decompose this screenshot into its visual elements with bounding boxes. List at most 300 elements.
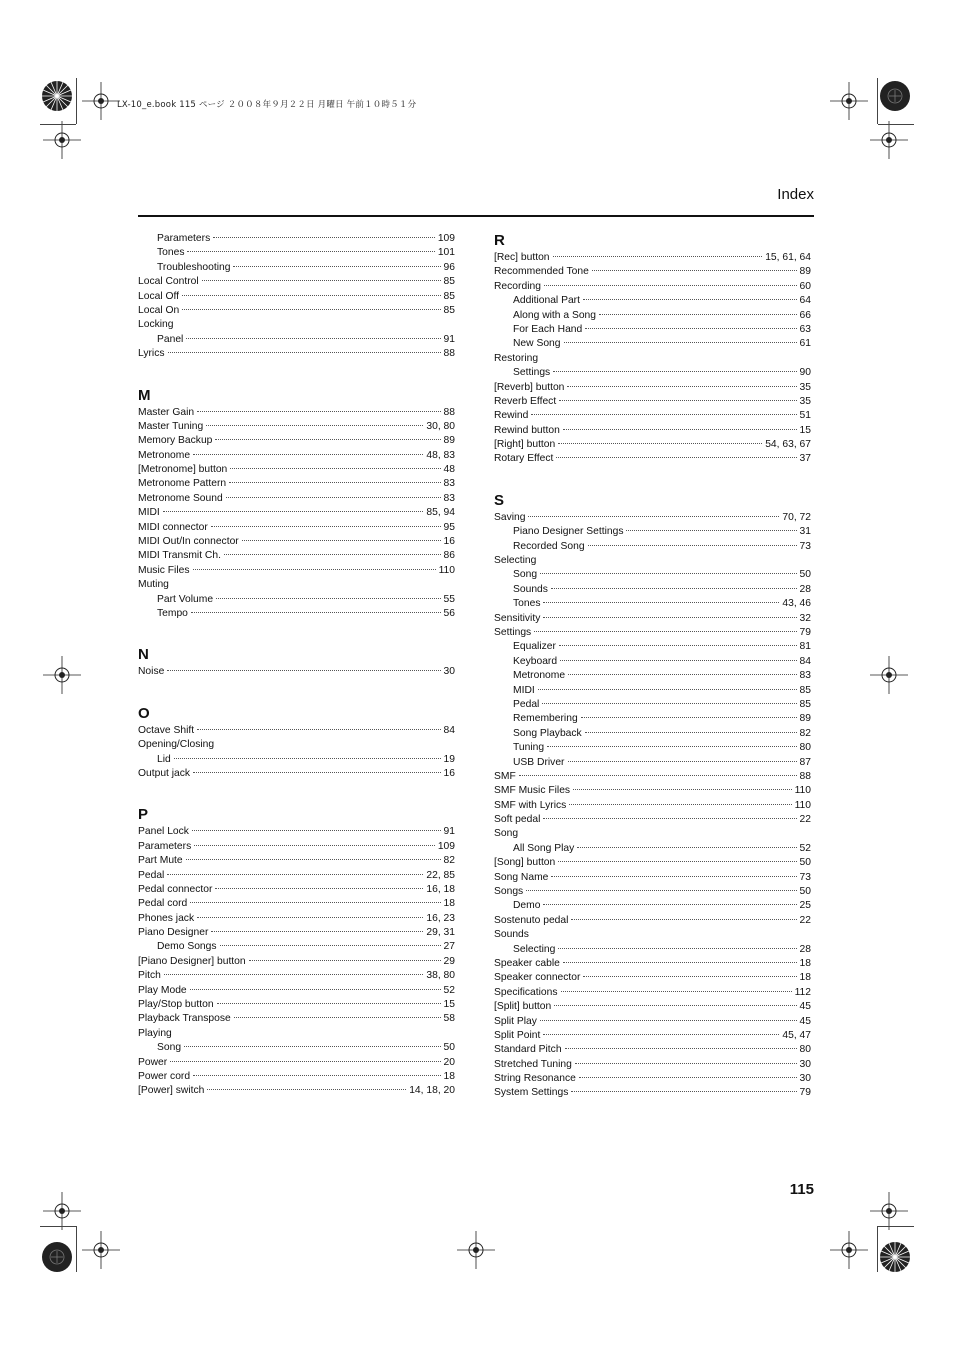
dot-leader	[194, 845, 435, 846]
entry-pages: 22, 85	[426, 869, 455, 881]
entry-pages: 83	[443, 478, 455, 490]
page-number: 115	[789, 1181, 814, 1198]
entry-term: Demo Songs	[157, 941, 217, 953]
entry-term: [Split] button	[494, 1001, 552, 1013]
entry-term: Recorded Song	[513, 540, 585, 552]
entry-term: Pedal	[513, 698, 540, 710]
dot-leader	[543, 617, 796, 618]
index-entry	[138, 724, 455, 738]
dot-leader	[170, 1061, 440, 1062]
entry-term: MIDI Transmit Ch.	[138, 550, 221, 562]
entry-term: Settings	[494, 626, 532, 638]
dot-leader	[567, 386, 796, 387]
entry-term: Specifications	[494, 986, 558, 998]
dot-leader	[579, 1077, 797, 1078]
index-entry	[138, 984, 455, 998]
dot-leader	[585, 328, 796, 329]
index-entry	[138, 955, 455, 969]
entry-term: Recording	[494, 280, 541, 292]
dot-leader	[186, 338, 440, 339]
index-entry	[494, 813, 811, 827]
entry-pages: 89	[443, 435, 455, 447]
dot-leader	[559, 645, 797, 646]
dot-leader	[519, 775, 797, 776]
index-entry	[138, 549, 455, 563]
entry-term: Sounds	[513, 583, 548, 595]
entry-pages: 87	[799, 756, 811, 768]
dot-leader	[558, 948, 796, 949]
entry-pages: 83	[443, 492, 455, 504]
index-entry	[138, 477, 455, 491]
starburst-icon	[34, 73, 80, 119]
entry-term: Stretched Tuning	[494, 1058, 572, 1070]
index-entry	[494, 1086, 811, 1100]
entry-pages: 16, 18	[426, 883, 455, 895]
entry-term: Along with a Song	[513, 309, 597, 321]
entry-pages: 52	[443, 984, 455, 996]
index-entry	[138, 825, 455, 839]
index-entry	[138, 463, 455, 477]
index-entry	[494, 1029, 811, 1043]
index-subentry	[138, 1041, 455, 1055]
index-subentry	[494, 741, 811, 755]
entry-pages: 79	[799, 626, 811, 638]
index-subentry	[494, 943, 811, 957]
dot-leader	[528, 516, 779, 517]
dot-leader	[193, 772, 440, 773]
dot-leader	[563, 962, 797, 963]
crop-mark	[76, 1226, 77, 1272]
dot-leader	[553, 256, 763, 257]
section-title: Index	[777, 186, 814, 203]
dot-leader	[558, 443, 762, 444]
entry-term: Locking	[138, 319, 174, 331]
entry-term: Selecting	[494, 555, 537, 567]
entry-pages: 28	[799, 583, 811, 595]
index-entry	[138, 578, 455, 592]
entry-pages: 89	[799, 266, 811, 278]
dot-leader	[543, 1034, 779, 1035]
entry-term: Additional Part	[513, 295, 580, 307]
dot-leader	[526, 890, 796, 891]
entry-pages: 54, 63, 67	[765, 439, 811, 451]
index-entry	[494, 452, 811, 466]
group-letter-heading: R	[494, 232, 505, 249]
entry-term: Pitch	[138, 970, 161, 982]
entry-term: System Settings	[494, 1087, 569, 1099]
entry-term: [Power] switch	[138, 1085, 205, 1097]
dot-leader	[207, 1089, 406, 1090]
entry-term: MIDI	[513, 684, 535, 696]
crop-mark	[877, 78, 878, 124]
entry-pages: 88	[799, 770, 811, 782]
index-subentry	[494, 684, 811, 698]
entry-pages: 16, 23	[426, 912, 455, 924]
entry-pages: 22	[799, 814, 811, 826]
entry-term: Metronome Pattern	[138, 478, 227, 490]
entry-pages: 15, 61, 64	[765, 252, 811, 263]
entry-pages: 85	[443, 304, 455, 316]
entry-pages: 16	[443, 536, 455, 548]
entry-pages: 20	[443, 1056, 455, 1068]
dot-leader	[215, 888, 423, 889]
entry-pages: 96	[443, 261, 455, 273]
entry-term: Parameters	[157, 233, 211, 244]
entry-term: Opening/Closing	[138, 739, 215, 751]
entry-term: Equalizer	[513, 641, 556, 653]
entry-term: Speaker connector	[494, 972, 581, 984]
entry-term: Noise	[138, 666, 165, 678]
crop-mark	[878, 1226, 914, 1227]
dot-leader	[544, 285, 797, 286]
entry-pages: 110	[794, 799, 811, 811]
entry-pages: 110	[438, 564, 455, 576]
index-subentry	[494, 583, 811, 597]
dot-leader	[163, 511, 424, 512]
entry-term: Phones jack	[138, 912, 195, 924]
index-subentry	[494, 640, 811, 654]
index-entry	[494, 1015, 811, 1029]
entry-pages: 91	[443, 333, 455, 345]
entry-term: Play Mode	[138, 984, 187, 996]
index-entry	[138, 420, 455, 434]
entry-pages: 85	[443, 290, 455, 302]
index-entry	[494, 957, 811, 971]
dot-leader	[558, 861, 796, 862]
entry-pages: 61	[799, 338, 811, 350]
entry-pages: 73	[799, 871, 811, 883]
entry-term: Sounds	[494, 929, 529, 941]
index-entry	[494, 885, 811, 899]
entry-pages: 45, 47	[782, 1029, 811, 1041]
entry-pages: 85	[443, 276, 455, 288]
index-subentry	[138, 232, 455, 246]
registration-mark-icon	[866, 652, 912, 698]
index-subentry	[494, 655, 811, 669]
dot-leader	[197, 729, 440, 730]
entry-pages: 48, 83	[426, 449, 455, 461]
dot-leader	[553, 371, 796, 372]
entry-pages: 82	[443, 855, 455, 867]
entry-pages: 84	[443, 724, 455, 736]
entry-term: Demo	[513, 900, 541, 912]
index-entry	[494, 1072, 811, 1086]
index-entry	[494, 381, 811, 395]
index-entry	[494, 424, 811, 438]
index-entry	[494, 799, 811, 813]
group-letter-heading: M	[138, 386, 151, 404]
entry-term: Selecting	[513, 943, 556, 955]
dot-leader	[534, 631, 796, 632]
entry-pages: 35	[799, 395, 811, 407]
starburst-icon	[872, 1234, 918, 1280]
entry-pages: 30	[799, 1058, 811, 1070]
group-letter-heading: O	[138, 704, 150, 722]
dot-leader	[565, 1048, 797, 1049]
entry-term: SMF with Lyrics	[494, 799, 567, 811]
entry-pages: 63	[799, 323, 811, 335]
dot-leader	[220, 945, 441, 946]
entry-term: Lyrics	[138, 348, 165, 360]
header-rule	[138, 215, 814, 217]
entry-pages: 79	[799, 1087, 811, 1099]
dot-leader	[167, 874, 423, 875]
entry-term: Tuning	[513, 742, 545, 754]
index-entry	[138, 840, 455, 854]
index-entry	[138, 290, 455, 304]
index-entry	[138, 1070, 455, 1084]
dot-leader	[538, 689, 797, 690]
dot-leader	[206, 425, 423, 426]
dot-leader	[563, 429, 797, 430]
entry-pages: 83	[799, 670, 811, 682]
entry-term: Local Control	[138, 276, 199, 288]
entry-term: Output jack	[138, 767, 191, 779]
group-letter-heading: N	[138, 646, 149, 664]
dot-leader	[559, 400, 796, 401]
index-entry	[138, 1056, 455, 1070]
index-subentry	[138, 940, 455, 954]
index-entry	[138, 738, 455, 752]
index-subentry	[494, 669, 811, 683]
entry-pages: 85	[799, 684, 811, 696]
entry-term: Remembering	[513, 713, 578, 725]
index-entry	[494, 871, 811, 885]
index-entry	[138, 854, 455, 868]
entry-pages: 88	[443, 406, 455, 418]
registration-mark-icon	[78, 1227, 124, 1273]
entry-term: MIDI Out/In connector	[138, 536, 239, 548]
entry-term: [Rec] button	[494, 252, 550, 263]
dot-leader	[531, 414, 796, 415]
entry-pages: 30, 80	[426, 420, 455, 432]
entry-term: [Reverb] button	[494, 381, 565, 393]
dot-leader	[592, 270, 797, 271]
entry-pages: 112	[794, 986, 811, 998]
registration-mark-icon	[453, 1227, 499, 1273]
dot-leader	[540, 573, 796, 574]
dot-leader	[182, 295, 441, 296]
dot-leader	[588, 545, 797, 546]
entry-term: Troubleshooting	[157, 261, 231, 273]
entry-pages: 73	[799, 540, 811, 552]
index-entry	[494, 770, 811, 784]
index-entry	[138, 998, 455, 1012]
dot-leader	[543, 904, 796, 905]
index-entry	[494, 928, 811, 942]
dot-leader	[581, 717, 797, 718]
entry-term: Panel	[157, 333, 184, 345]
entry-term: Keyboard	[513, 655, 558, 667]
dot-leader	[186, 859, 441, 860]
dot-leader	[540, 1020, 797, 1021]
entry-pages: 91	[443, 826, 455, 838]
dot-leader	[626, 530, 796, 531]
entry-term: Song Name	[494, 871, 549, 883]
index-subentry	[494, 899, 811, 913]
index-entry	[138, 275, 455, 289]
entry-pages: 15	[443, 999, 455, 1011]
entry-term: [Song] button	[494, 857, 556, 869]
entry-pages: 50	[799, 886, 811, 898]
dot-leader	[174, 758, 441, 759]
entry-pages: 18	[799, 957, 811, 969]
index-group	[494, 230, 811, 467]
index-entry	[138, 665, 455, 679]
entry-pages: 82	[799, 727, 811, 739]
entry-pages: 60	[799, 280, 811, 292]
dot-leader	[249, 960, 441, 961]
entry-pages: 84	[799, 655, 811, 667]
entry-pages: 64	[799, 295, 811, 307]
dot-leader	[556, 457, 796, 458]
dot-leader	[230, 468, 440, 469]
entry-pages: 90	[799, 367, 811, 379]
dot-leader	[583, 299, 797, 300]
entry-pages: 25	[799, 900, 811, 912]
dot-leader	[197, 411, 440, 412]
index-entry	[494, 971, 811, 985]
index-entry	[138, 912, 455, 926]
entry-pages: 14, 18, 20	[409, 1085, 455, 1097]
print-info-line: LX-10_e.book 115 ページ ２００８年９月２２日 月曜日 午前１０時５１分	[117, 100, 417, 110]
entry-term: Music Files	[138, 564, 190, 576]
index-entry	[138, 969, 455, 983]
index-subentry	[494, 540, 811, 554]
dot-leader	[560, 660, 796, 661]
entry-term: Recommended Tone	[494, 266, 589, 278]
entry-pages: 66	[799, 309, 811, 321]
index-entry	[494, 265, 811, 279]
dot-leader	[167, 670, 440, 671]
dot-leader	[599, 314, 797, 315]
entry-pages: 15	[799, 424, 811, 436]
entry-term: Rotary Effect	[494, 453, 554, 465]
dot-leader	[571, 919, 796, 920]
entry-term: Restoring	[494, 352, 539, 364]
entry-term: Soft pedal	[494, 814, 541, 826]
dot-leader	[164, 974, 423, 975]
index-entry	[138, 347, 455, 361]
entry-term: Playing	[138, 1027, 172, 1039]
index-subentry	[138, 333, 455, 347]
index-entry	[138, 506, 455, 520]
entry-pages: 58	[443, 1013, 455, 1025]
entry-pages: 45	[799, 1015, 811, 1027]
entry-pages: 52	[799, 842, 811, 854]
dot-leader	[543, 602, 779, 603]
dot-leader	[226, 497, 441, 498]
dot-leader	[229, 482, 440, 483]
entry-term: Metronome	[513, 670, 566, 682]
entry-term: Octave Shift	[138, 724, 195, 736]
index-subentry	[494, 756, 811, 770]
index-entry	[494, 511, 811, 525]
dot-leader	[234, 1017, 441, 1018]
index-entry	[138, 492, 455, 506]
index-entry	[494, 784, 811, 798]
index-entry	[494, 827, 811, 841]
entry-pages: 19	[443, 753, 455, 765]
index-entry	[494, 914, 811, 928]
index-entry	[138, 883, 455, 897]
index-entry	[494, 554, 811, 568]
index-entry	[138, 434, 455, 448]
entry-term: Split Play	[494, 1015, 537, 1027]
registration-mark-icon	[866, 1188, 912, 1234]
index-entry	[138, 318, 455, 332]
entry-pages: 29	[443, 955, 455, 967]
entry-term: Pedal connector	[138, 883, 213, 895]
index-entry	[138, 1012, 455, 1026]
index-subentry	[494, 698, 811, 712]
entry-pages: 30	[799, 1073, 811, 1085]
registration-mark-icon	[826, 1227, 872, 1273]
entry-pages: 50	[443, 1042, 455, 1054]
dot-leader	[242, 540, 441, 541]
entry-term: Settings	[513, 367, 551, 379]
dot-leader	[182, 309, 440, 310]
index-subentry	[494, 568, 811, 582]
dot-leader	[216, 598, 440, 599]
entry-term: Part Volume	[157, 593, 214, 605]
entry-term: Power	[138, 1056, 168, 1068]
entry-term: MIDI	[138, 507, 160, 519]
dot-leader	[569, 804, 791, 805]
entry-term: Master Tuning	[138, 420, 204, 432]
index-group	[494, 490, 811, 1101]
index-entry	[138, 535, 455, 549]
entry-term: New Song	[513, 338, 561, 350]
dot-leader	[542, 703, 796, 704]
dot-leader	[168, 352, 441, 353]
entry-term: Pedal cord	[138, 898, 188, 910]
index-entry	[494, 352, 811, 366]
entry-pages: 22	[799, 914, 811, 926]
crop-mark	[877, 1226, 878, 1272]
entry-term: Metronome Sound	[138, 492, 223, 504]
entry-term: Split Point	[494, 1029, 541, 1041]
entry-term: Saving	[494, 511, 526, 523]
index-subentry	[494, 597, 811, 611]
entry-term: Song	[513, 569, 538, 581]
entry-pages: 48	[443, 464, 455, 476]
index-subentry	[494, 294, 811, 308]
entry-term: Muting	[138, 579, 169, 591]
group-letter-heading: P	[138, 806, 149, 824]
index-entry	[494, 1058, 811, 1072]
dot-leader	[193, 569, 436, 570]
index-entry	[138, 564, 455, 578]
crop-mark	[878, 124, 914, 125]
entry-term: Local Off	[138, 290, 180, 302]
dot-leader	[190, 902, 440, 903]
dot-leader	[233, 266, 440, 267]
entry-pages: 109	[437, 233, 455, 244]
dot-leader	[193, 454, 423, 455]
index-entry	[138, 767, 455, 781]
entry-pages: 89	[799, 713, 811, 725]
index-entry	[494, 280, 811, 294]
entry-term: USB Driver	[513, 756, 565, 768]
entry-pages: 70, 72	[782, 511, 811, 523]
crop-mark	[76, 78, 77, 124]
entry-term: Playback Transpose	[138, 1013, 231, 1025]
entry-pages: 29, 31	[426, 927, 455, 939]
index-subentry	[138, 607, 455, 621]
filled-target-icon	[34, 1234, 80, 1280]
filled-target-icon	[872, 73, 918, 119]
